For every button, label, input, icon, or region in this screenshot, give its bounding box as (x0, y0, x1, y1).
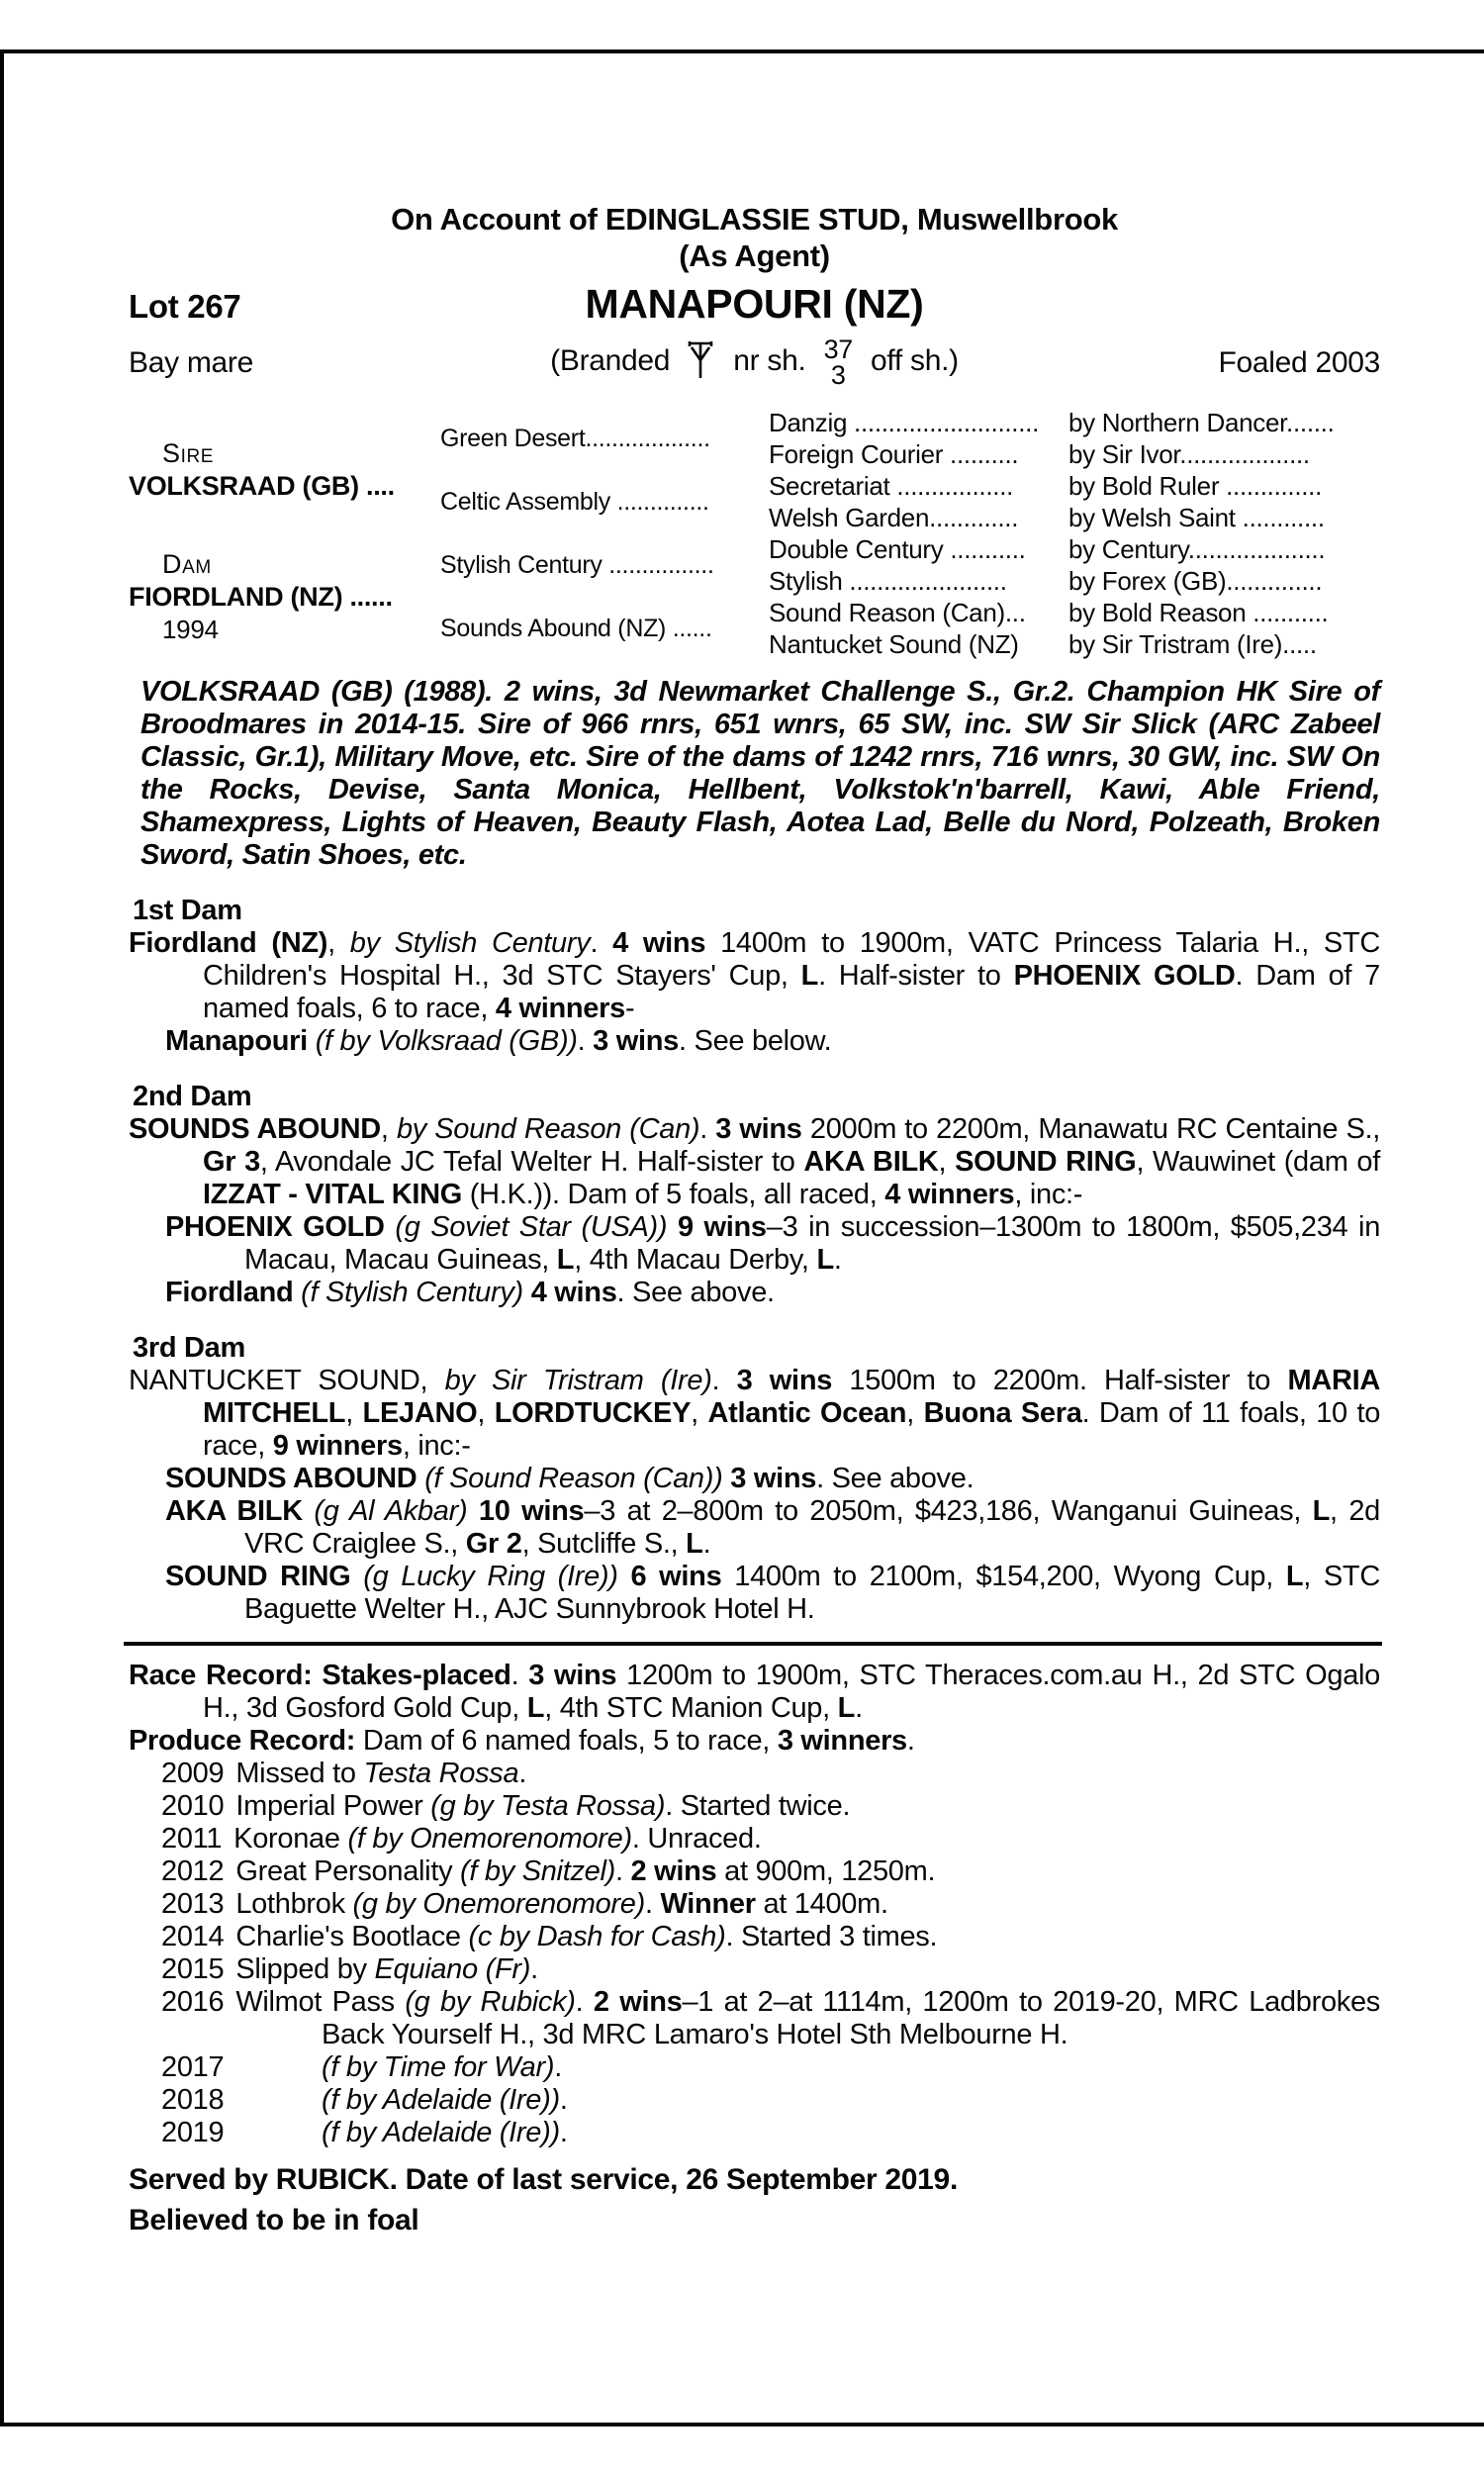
produce-text: Great Personality (f by Snitzel). 2 wins at 900m, 1250m. (235, 1856, 936, 1887)
dam-name: FIORDLAND (NZ) ...... (129, 581, 393, 612)
section-divider (124, 1642, 1382, 1646)
produce-entry (129, 2084, 1380, 2117)
produce-entry (129, 1888, 1380, 1921)
produce-text: (f by Adelaide (Ire)). (322, 2084, 568, 2116)
dam-section-3 (129, 1331, 1380, 1626)
gen3-by: by Welsh Saint ............ (1068, 502, 1325, 532)
gen3-by: by Northern Dancer....... (1068, 407, 1335, 437)
brand-numbers (824, 336, 853, 388)
progeny-entry: Manapouri (f by Volksraad (GB)). 3 wins. See below. (165, 1025, 832, 1057)
produce-text: (f by Time for War). (322, 2051, 562, 2083)
dam-paragraph-2: SOUNDS ABOUND, by Sound Reason (Can). 3 wins 2000m to 2200m, Manawatu RC Centaine S., Gr 3, Avondale JC Tefal Welter H. Half-sister to AKA BILK, SOUND RING, Wauwinet (dam of IZZAT - VITAL KING (H.K.)). Dam of 5 foals, all raced, 4 winners, inc:- (129, 1113, 1381, 1210)
produce-entry (129, 2117, 1380, 2149)
produce-text: Imperial Power (g by Testa Rossa). Started twice. (235, 1790, 851, 1822)
dam-heading-3: 3rd Dam (133, 1332, 245, 1364)
gen3-by: by Sir Tristram (Ire)..... (1068, 628, 1317, 659)
produce-entry (129, 1823, 1380, 1856)
produce-text: Charlie's Bootlace (c by Dash for Cash). Started 3 times. (235, 1921, 938, 1952)
produce-entry (129, 2051, 1380, 2084)
gen3-by: by Bold Reason ........... (1068, 597, 1329, 627)
race-record: Race Record: Stakes-placed. 3 wins 1200m to 1900m, STC Theraces.com.au H., 2d STC Ogalo H., 3d Gosford Gold Cup, L, 4th STC Manion Cup, L. (129, 1660, 1381, 1724)
produce-year: 2010 (161, 1790, 225, 1822)
consignor-line-2: (As Agent) (679, 238, 830, 273)
horse-description: Bay mare (129, 345, 253, 379)
produce-entry (129, 1953, 1380, 1986)
dam-label: Dam (162, 548, 212, 579)
produce-text: Wilmot Pass (g by Rubick). 2 wins–1 at 2–at 1114m, 1200m to 2019-20, MRC Ladbrokes Back Yourself H., 3d MRC Lamaro's Hotel Sth Melbourne H. (235, 1986, 1380, 2050)
produce-year: 2011 (161, 1823, 223, 1855)
produce-year: 2015 (161, 1953, 225, 1985)
branded-suffix: off sh.) (871, 343, 959, 377)
produce-entry (129, 1758, 1380, 1790)
gen3-name: Stylish ....................... (769, 565, 1007, 596)
produce-entry (129, 1856, 1380, 1888)
dam-paragraph-3: NANTUCKET SOUND, by Sir Tristram (Ire). 3 wins 1500m to 2200m. Half-sister to MARIA MITCHELL, LEJANO, LORDTUCKEY, Atlantic Ocean, Buona Sera. Dam of 11 foals, 10 to race, 9 winners, inc:- (129, 1365, 1381, 1462)
gen3-name: Sound Reason (Can)... (769, 597, 1026, 627)
produce-text: Lothbrok (g by Onemorenomore). Winner at 1400m. (235, 1888, 888, 1920)
brand-info (425, 336, 1083, 388)
produce-record-intro: Produce Record: Dam of 6 named foals, 5 to race, 3 winners. (129, 1725, 915, 1757)
gen3-by: by Forex (GB).............. (1068, 565, 1323, 596)
service-note: Served by RUBICK. Date of last service, 26 September 2019. (129, 2163, 958, 2196)
dam-foaling-year: 1994 (162, 614, 219, 644)
gen3-by: by Century.................... (1068, 533, 1326, 564)
produce-entry (129, 1986, 1380, 2051)
produce-text: Missed to Testa Rossa. (235, 1758, 527, 1789)
produce-year: 2009 (161, 1758, 225, 1789)
pedigree-table (129, 407, 1380, 660)
gen3-name: Nantucket Sound (NZ) (769, 628, 1019, 659)
foal-status: Believed to be in foal (129, 2204, 419, 2236)
brand-number-top: 37 (823, 334, 853, 364)
dam-cell (129, 533, 440, 660)
branded-nr-sh: nr sh. (733, 343, 806, 377)
produce-year: 2014 (161, 1921, 225, 1952)
granddam-dam: Sounds Abound (NZ) ...... (440, 614, 712, 642)
gen3-by: by Bold Ruler .............. (1068, 470, 1323, 501)
granddam-sire: Celtic Assembly .............. (440, 487, 709, 516)
gen3-name: Secretariat ................. (769, 470, 1014, 501)
brand-number-bottom: 3 (830, 360, 846, 390)
foaled-year: Foaled 2003 (1218, 345, 1380, 379)
branded-prefix: (Branded (550, 343, 671, 377)
page-content (129, 201, 1380, 2240)
detail-row (129, 328, 1380, 397)
produce-year: 2016 (161, 1986, 225, 2018)
produce-year: 2019 (161, 2117, 225, 2148)
produce-year: 2012 (161, 1856, 225, 1887)
produce-text: Koronae (f by Onemorenomore). Unraced. (233, 1823, 762, 1855)
sire-name: VOLKSRAAD (GB) .... (129, 471, 395, 501)
produce-year: 2013 (161, 1888, 225, 1920)
produce-text: (f by Adelaide (Ire)). (322, 2117, 568, 2148)
progeny-entry: PHOENIX GOLD (g Soviet Star (USA)) 9 wins–3 in succession–1300m to 1800m, $505,234 in Macau, Macau Guineas, L, 4th Macau Derby, L. (165, 1211, 1381, 1276)
horse-name: MANAPOURI (NZ) (585, 281, 924, 327)
produce-entry (129, 1790, 1380, 1823)
progeny-entry: AKA BILK (g Al Akbar) 10 wins–3 at 2–800m to 2050m, $423,186, Wanganui Guineas, L, 2d VRC Craiglee S., Gr 2, Sutcliffe S., L. (165, 1495, 1381, 1560)
gen3-name: Danzig ........................... (769, 407, 1039, 437)
dam-heading-2: 2nd Dam (133, 1081, 252, 1112)
gen3-name: Double Century ........... (769, 533, 1026, 564)
produce-year: 2018 (161, 2084, 225, 2116)
consignor-line-1: On Account of EDINGLASSIE STUD, Muswellbrook (391, 202, 1118, 237)
progeny-entry: Fiordland (f Stylish Century) 4 wins. See above. (165, 1277, 775, 1308)
gen3-name: Foreign Courier .......... (769, 438, 1019, 469)
gen3-by: by Sir Ivor................... (1068, 438, 1310, 469)
sire-label: Sire (162, 438, 215, 468)
dam-heading-1: 1st Dam (133, 895, 242, 926)
produce-text: Slipped by Equiano (Fr). (235, 1953, 538, 1985)
progeny-entry: SOUND RING (g Lucky Ring (Ire)) 6 wins 1400m to 2100m, $154,200, Wyong Cup, L, STC Baguette Welter H., AJC Sunnybrook Hotel H. (165, 1561, 1380, 1625)
progeny-entry: SOUNDS ABOUND (f Sound Reason (Can)) 3 wins. See above. (165, 1463, 974, 1494)
lot-row (129, 282, 1380, 326)
brand-mark-icon (688, 338, 713, 380)
sire-cell (129, 407, 440, 533)
grandsire-sire: Green Desert................... (440, 424, 710, 452)
dam-paragraph-1: Fiordland (NZ), by Stylish Century. 4 wins 1400m to 1900m, VATC Princess Talaria H., STC Children's Hospital H., 3d STC Stayers' Cup, L. Half-sister to PHOENIX GOLD. Dam of 7 named foals, 6 to race, 4 winners- (129, 927, 1380, 1024)
dam-section-2 (129, 1080, 1380, 1309)
dam-section-1 (129, 894, 1380, 1058)
produce-entry (129, 1921, 1380, 1953)
grandsire-dam: Stylish Century ................ (440, 550, 714, 579)
sire-summary: VOLKSRAAD (GB) (1988). 2 wins, 3d Newmarket Challenge S., Gr.2. Champion HK Sire of Broodmares in 2014-15. Sire of 966 rnrs, 651 wnrs, 65 SW, inc. SW Sir Slick (ARC Zabeel Classic, Gr.1), Military Move, etc. Sire of the dams of 1242 rnrs, 716 wnrs, 30 GW, inc. SW On the Rocks, Devise, Santa Monica, Hellbent, Volkstok'n'barrell, Kawi, Able Friend, Shamexpress, Lights of Heaven, Beauty Flash, Aotea Lad, Belle du Nord, Polzeath, Broken Sword, Satin Shoes, etc. (140, 676, 1380, 871)
lot-number: Lot 267 (129, 288, 241, 325)
gen3-name: Welsh Garden............. (769, 502, 1019, 532)
produce-year: 2017 (161, 2051, 225, 2083)
